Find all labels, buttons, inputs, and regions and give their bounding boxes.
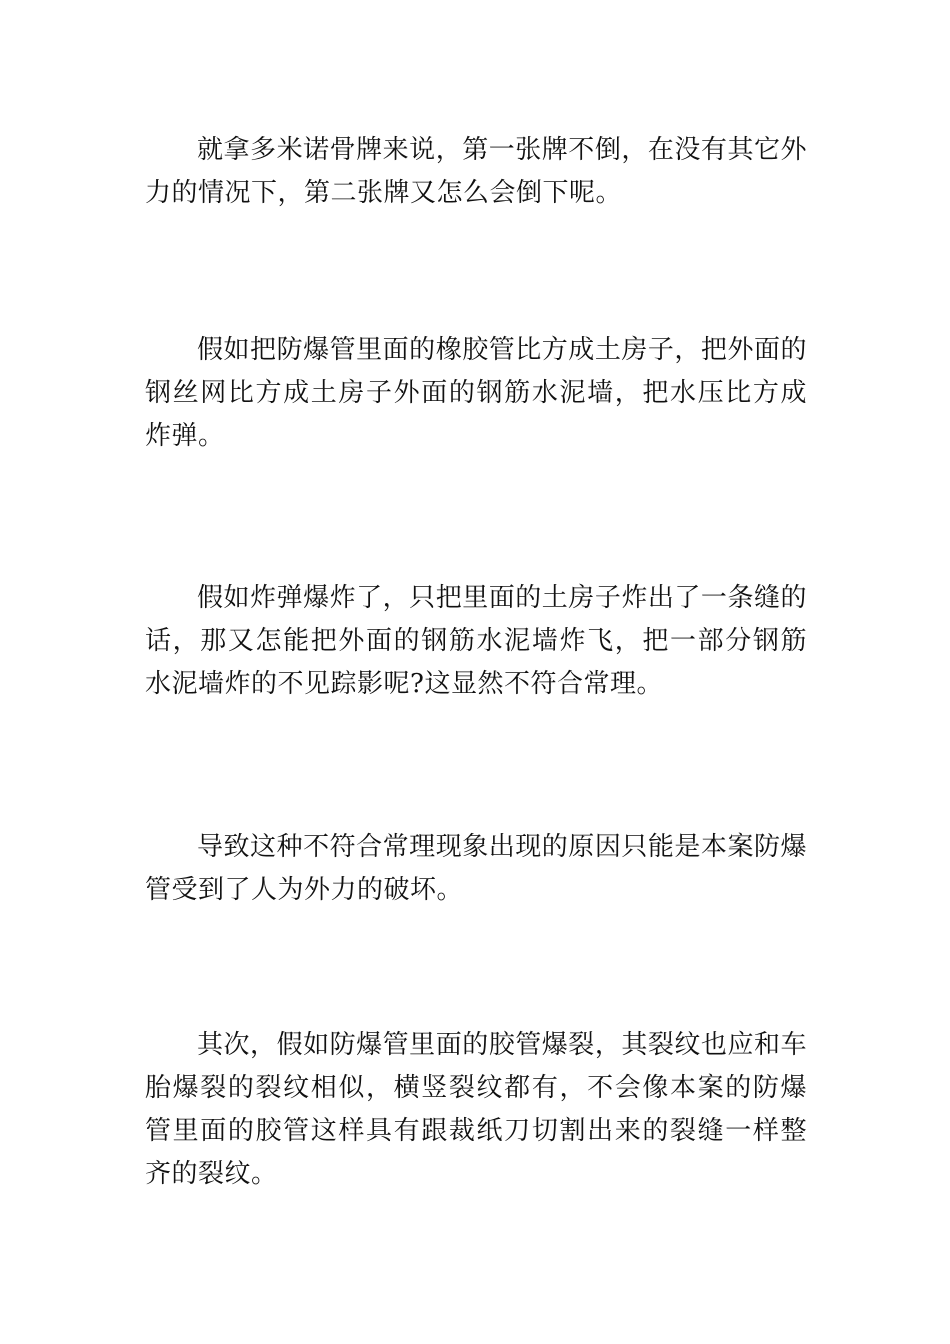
paragraph-conclusion: 导致这种不符合常理现象出现的原因只能是本案防爆管受到了人为外力的破坏。 xyxy=(145,832,807,905)
paragraph-domino: 就拿多米诺骨牌来说，第一张牌不倒，在没有其它外力的情况下，第二张牌又怎么会倒下呢。 xyxy=(145,135,807,208)
paragraph-analogy: 假如把防爆管里面的橡胶管比方成土房子，把外面的钢丝网比方成土房子外面的钢筋水泥墙，把水压比方成炸弹。 xyxy=(145,335,807,451)
paragraph-explosion: 假如炸弹爆炸了，只把里面的土房子炸出了一条缝的话，那又怎能把外面的钢筋水泥墙炸飞，把一部分钢筋水泥墙炸的不见踪影呢?这显然不符合常理。 xyxy=(145,583,807,699)
paragraph-crack-pattern: 其次，假如防爆管里面的胶管爆裂，其裂纹也应和车胎爆裂的裂纹相似，横竖裂纹都有，不会像本案的防爆管里面的胶管这样具有跟裁纸刀切割出来的裂缝一样整齐的裂纹。 xyxy=(145,1030,807,1189)
